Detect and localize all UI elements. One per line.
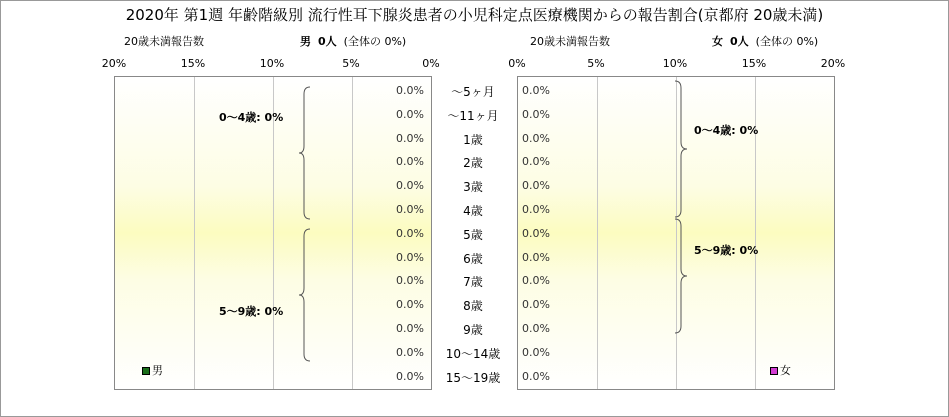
age-label: ～11ヶ月 — [447, 108, 499, 123]
female-tick: 15% — [741, 57, 767, 70]
male-brace-0-4 — [298, 86, 312, 220]
male-value-label: 0.0% — [396, 155, 424, 169]
female-value-label: 0.0% — [522, 131, 550, 145]
female-value-label: 0.0% — [522, 155, 550, 169]
male-value-label: 0.0% — [396, 322, 424, 335]
male-tick: 5% — [342, 57, 360, 70]
female-summary — [712, 33, 818, 49]
female-value-label: 0.0% — [522, 250, 550, 264]
male-value-label: 0.0% — [396, 274, 424, 288]
male-count-label: 20歳未満報告数 — [124, 35, 204, 48]
female-tick: 5% — [587, 57, 605, 70]
female-count: 0人 — [730, 35, 749, 48]
female-legend-label: 女 — [780, 364, 791, 377]
female-value-label: 0.0% — [522, 107, 550, 121]
male-pct: (全体の 0%) — [343, 35, 407, 48]
age-label: 4歳 — [463, 204, 483, 218]
age-label: 8歳 — [463, 299, 483, 314]
gridline — [352, 77, 353, 389]
male-tick: 20% — [101, 57, 127, 70]
female-value-label: 0.0% — [522, 84, 550, 97]
gridline — [194, 77, 195, 389]
female-value-label: 0.0% — [522, 298, 550, 312]
female-value-label: 0.0% — [522, 322, 550, 335]
male-legend — [142, 362, 163, 378]
male-tick: 15% — [180, 57, 206, 70]
male-value-label: 0.0% — [396, 203, 424, 216]
age-label: 1歳 — [463, 132, 483, 147]
female-count-label: 20歳未満報告数 — [530, 35, 610, 48]
age-label: ～5ヶ月 — [451, 85, 495, 99]
female-group-0-4: 0～4歳: 0% — [694, 124, 759, 137]
female-value-label: 0.0% — [522, 179, 550, 193]
male-brace-5-9 — [298, 228, 312, 362]
male-summary — [300, 33, 406, 49]
age-label: 6歳 — [463, 251, 483, 266]
female-tick: 0% — [508, 57, 526, 70]
gridline — [597, 77, 598, 389]
female-group-5-9: 5～9歳: 0% — [694, 244, 759, 257]
female-value-label: 0.0% — [522, 226, 550, 240]
age-label: 9歳 — [463, 323, 483, 337]
female-value-label: 0.0% — [522, 203, 550, 216]
female-legend-swatch — [770, 367, 778, 375]
female-tick: 20% — [820, 57, 846, 70]
female-value-label: 0.0% — [522, 274, 550, 288]
female-legend — [770, 362, 791, 378]
age-label: 2歳 — [463, 156, 483, 171]
male-tick: 10% — [259, 57, 285, 70]
male-value-label: 0.0% — [396, 250, 424, 264]
male-value-label: 0.0% — [396, 84, 424, 97]
female-tick: 10% — [662, 57, 688, 70]
male-group-5-9: 5～9歳: 0% — [219, 305, 284, 318]
female-brace-5-9 — [674, 218, 688, 334]
male-legend-swatch — [142, 367, 150, 375]
male-value-label: 0.0% — [396, 298, 424, 312]
male-value-label: 0.0% — [396, 369, 424, 383]
age-label: 7歳 — [463, 275, 483, 290]
male-tick: 0% — [422, 57, 440, 70]
male-legend-label: 男 — [152, 364, 163, 377]
female-value-label: 0.0% — [522, 345, 550, 359]
male-value-label: 0.0% — [396, 226, 424, 240]
male-value-label: 0.0% — [396, 107, 424, 121]
female-pct: (全体の 0%) — [755, 35, 819, 48]
female-sex-label: 女 — [712, 35, 723, 48]
age-label: 5歳 — [463, 227, 483, 242]
age-label: 15～19歳 — [445, 370, 501, 385]
chart-title: 2020年 第1週 年齢階級別 流行性耳下腺炎患者の小児科定点医療機関からの報告割合(京都府 20歳未満) — [125, 6, 824, 24]
male-value-label: 0.0% — [396, 131, 424, 145]
age-label: 10～14歳 — [445, 346, 501, 361]
male-count: 0人 — [318, 35, 337, 48]
male-sex-label: 男 — [300, 35, 311, 48]
female-brace-0-4 — [674, 80, 688, 218]
male-value-label: 0.0% — [396, 345, 424, 359]
age-label: 3歳 — [463, 180, 483, 195]
female-value-label: 0.0% — [522, 369, 550, 383]
male-group-0-4: 0～4歳: 0% — [219, 111, 284, 124]
male-value-label: 0.0% — [396, 179, 424, 193]
